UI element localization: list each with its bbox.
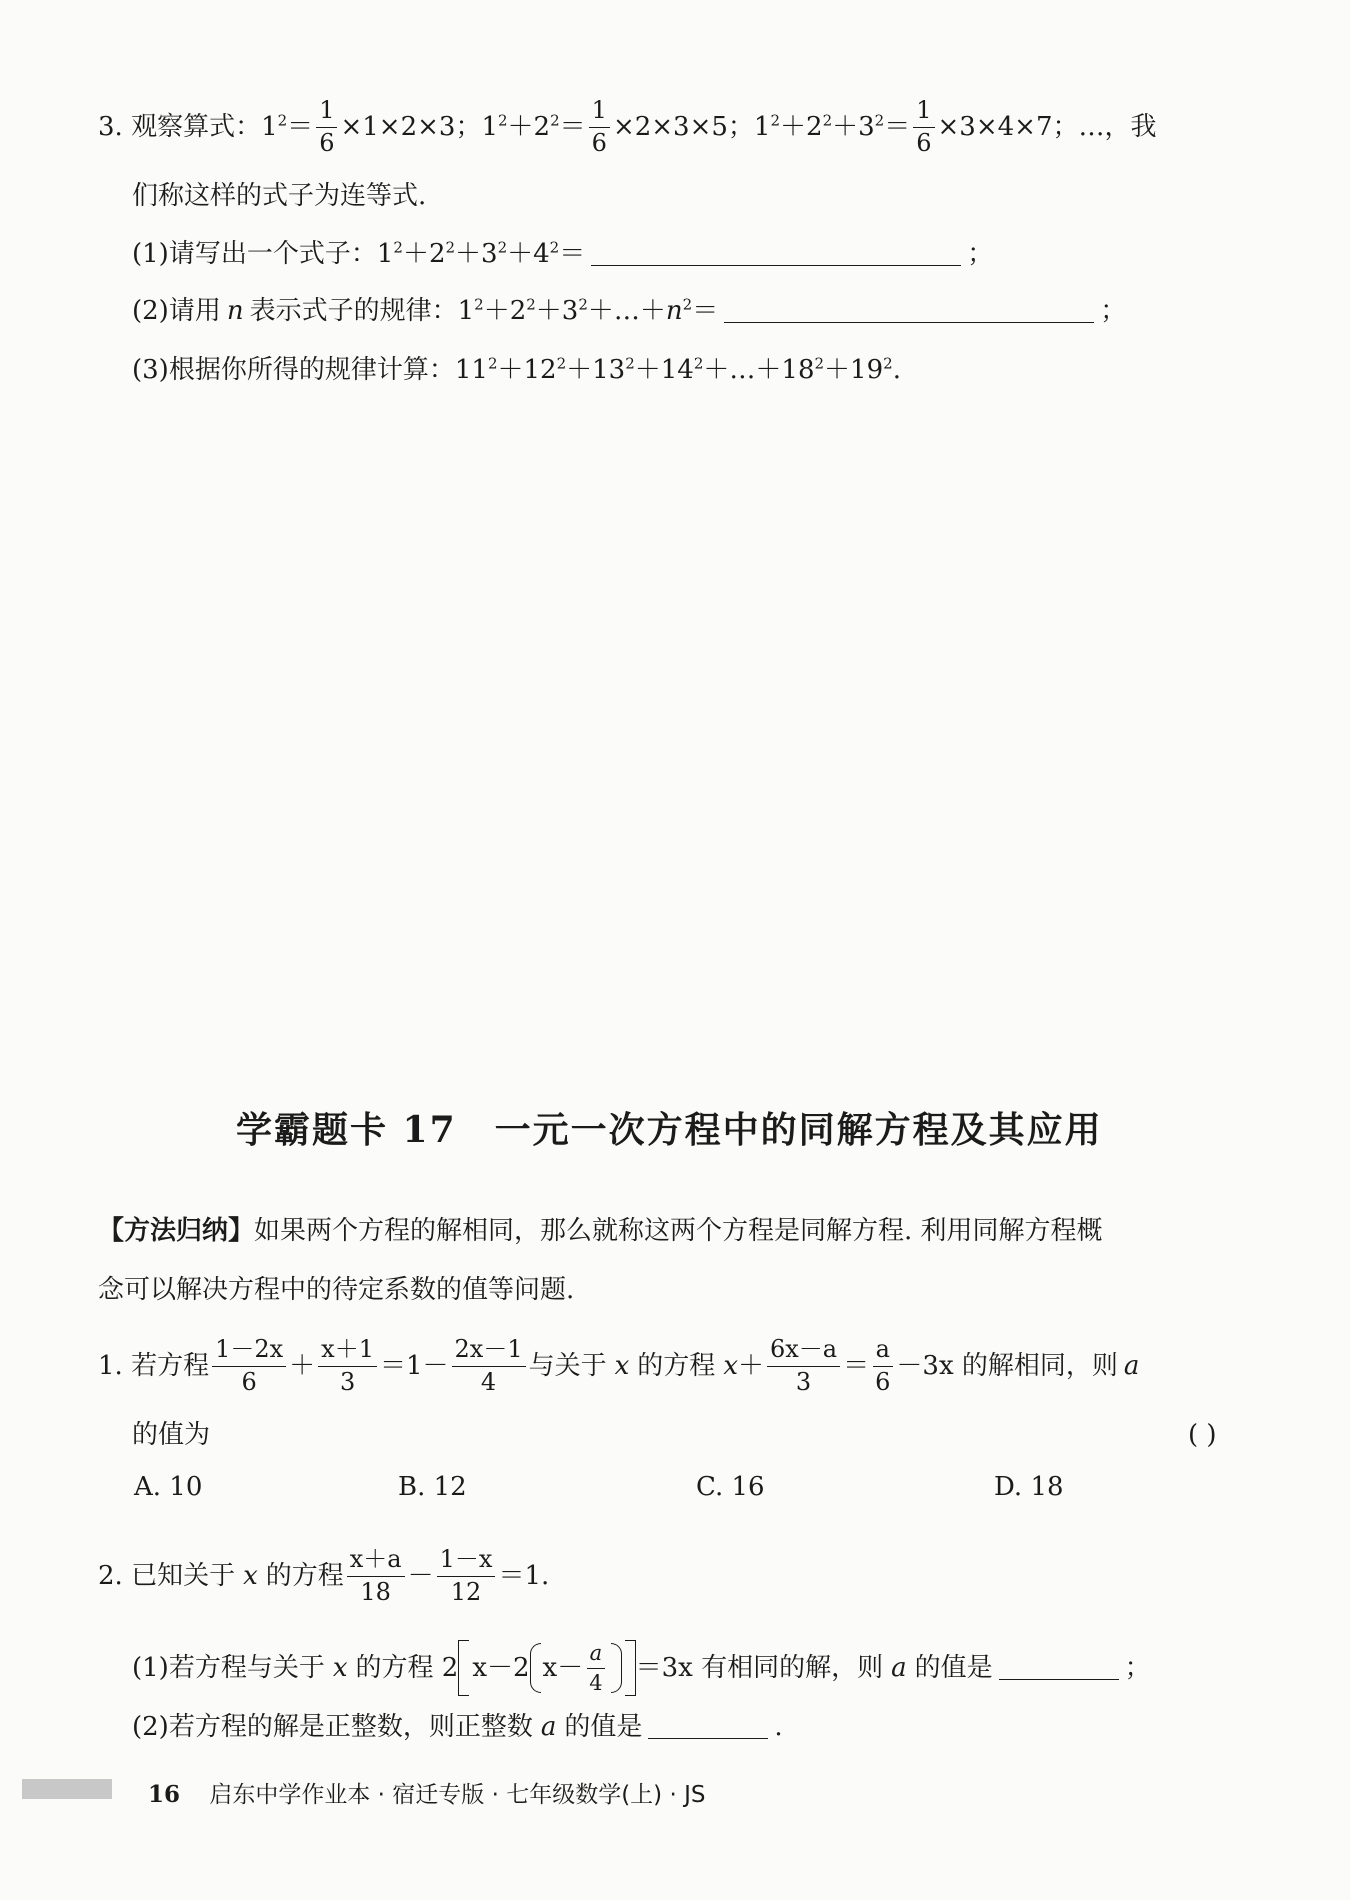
option-a[interactable]: A. 10 [134, 1472, 203, 1502]
option-d[interactable]: D. 18 [994, 1472, 1064, 1502]
q2-lead: 2. 已知关于 [98, 1561, 236, 1592]
semicolon: ； [1124, 1653, 1151, 1683]
q1-tail: －3x 的解相同，则 [896, 1351, 1118, 1382]
period: . [774, 1712, 783, 1742]
var-x: x [614, 1351, 630, 1382]
q3-sub2: (2)请用 n 表示式子的规律： $1^2+2^2+3^2+\dots+n^2=$ ； [132, 295, 1127, 326]
fraction: $\frac{a}{4}$ [586, 1641, 605, 1694]
answer-blank[interactable] [648, 1716, 768, 1739]
q1-line1: 1. 若方程 $\frac{1-2x}{6}$ ＋ $\frac{x+1}{3}$ ＝1－ $\frac{2x-1}{4}$ 与关于 x 的方程 x ＋ $\frac{6x-a}{3}$ ＝ $\frac{a}{6}$ －3x 的解相同，则 a [98, 1335, 1140, 1396]
q3-lead: 3. 观察算式： [98, 112, 262, 143]
method-line2: 念可以解决方程中的待定系数的值等问题. [98, 1275, 575, 1305]
q1-lead: 1. 若方程 [98, 1351, 210, 1382]
q1-mid2: 与关于 [528, 1351, 607, 1382]
var-x: x [723, 1351, 738, 1382]
q3-expr1: $1^2=$ [261, 111, 314, 143]
right-paren [611, 1643, 622, 1693]
fraction: $\frac{x+1}{3}$ [318, 1336, 377, 1396]
answer-blank[interactable] [999, 1657, 1119, 1680]
var-a: a [891, 1653, 907, 1683]
method-tag: 【方法归纳】 [98, 1216, 255, 1246]
q2-sub2 [132, 1714, 783, 1740]
q2-sub1-mid: 的方程 2 [355, 1653, 459, 1683]
fraction: $\frac{1-x}{12}$ [437, 1546, 496, 1606]
var-a: a [540, 1712, 557, 1742]
section-title [236, 1102, 1103, 1153]
footer-text: 启东中学作业本 · 宿迁专版 · 七年级数学(上) · JS [209, 1782, 706, 1808]
q3-sub1-lead: (1)请写出一个式子： [132, 239, 377, 269]
q2-sub1-inner2: x－ [542, 1653, 584, 1683]
q3-product-3: ×3×4×7；…，我 [937, 112, 1157, 143]
footer-bar [22, 1779, 112, 1799]
q3-line2: 们称这样的式子为连等式. [132, 181, 427, 211]
var-n: n [226, 296, 244, 326]
method-line1 [98, 1218, 1103, 1244]
fraction: $\frac{6x-a}{3}$ [767, 1336, 840, 1396]
q3-sub3-expr: $11^2+12^2+13^2+14^2+\dots+18^2+19^2$. [454, 354, 901, 385]
q2-sub1 [132, 1640, 1151, 1696]
q3-sub1: (1)请写出一个式子： $1^2+2^2+3^2+4^2=$ ； [132, 238, 994, 269]
q1-mid3: 的方程 [637, 1351, 716, 1382]
q3-line1 [98, 97, 1156, 157]
fraction: $\frac{1-2x}{6}$ [212, 1336, 286, 1396]
card-number: 学霸题卡 17 [236, 1109, 457, 1151]
q1-mid1: ＝1－ [379, 1351, 449, 1382]
q3-sub3 [132, 354, 901, 385]
fraction: $\frac{a}{6}$ [872, 1336, 893, 1396]
answer-blank[interactable] [724, 300, 1094, 323]
q3-sub1-expr: $1^2+2^2+3^2+4^2=$ [376, 238, 586, 269]
q3-product-1: ×1×2×3； [340, 112, 482, 143]
q3-expr3: $1^2+2^2+3^2=$ [753, 111, 911, 143]
answer-blank[interactable] [591, 243, 961, 266]
q3-sub2-expr: $1^2+2^2+3^2+\dots+n^2=$ [457, 295, 719, 326]
fraction: $\frac{1}{6}$ [913, 97, 934, 157]
q2-line1: 2. 已知关于 x 的方程 $\frac{x+a}{18}$ － $\frac{1-x}{12}$ ＝1. [98, 1545, 550, 1606]
q3-product-2: ×2×3×5； [612, 112, 754, 143]
method-text-1: 如果两个方程的解相同，那么就称这两个方程是同解方程. 利用同解方程概 [254, 1216, 1103, 1246]
fraction: $\frac{1}{6}$ [589, 97, 610, 157]
left-bracket [458, 1640, 469, 1696]
var-x: x [332, 1653, 348, 1683]
q2-sub1-after: ＝3x 有相同的解，则 [635, 1653, 884, 1683]
var-a: a [1123, 1351, 1140, 1382]
option-b[interactable]: B. 12 [398, 1472, 467, 1502]
q3-sub2-lead: (2)请用 [132, 296, 221, 326]
footer [148, 1776, 705, 1809]
choice-paren[interactable]: ( ) [1188, 1420, 1217, 1450]
var-x: x [243, 1561, 258, 1592]
left-paren [530, 1643, 541, 1693]
q3-sub3-lead: (3)根据你所得的规律计算： [132, 355, 455, 385]
q2-sub2-end: 的值是 [564, 1712, 643, 1742]
q2-sub2-lead: (2)若方程的解是正整数，则正整数 [132, 1712, 533, 1742]
q2-sub1-inner1: x－2 [472, 1653, 530, 1683]
q2-sub1-lead: (1)若方程与关于 [132, 1653, 325, 1683]
q2-mid: 的方程 [265, 1561, 344, 1592]
option-c[interactable]: C. 16 [696, 1472, 765, 1502]
fraction: $\frac{x+a}{18}$ [347, 1546, 405, 1606]
q3-expr2: $1^2+2^2=$ [481, 111, 586, 143]
card-topic: 一元一次方程中的同解方程及其应用 [494, 1109, 1103, 1151]
q2-sub1-end: 的值是 [914, 1653, 993, 1683]
q1-line2: 的值为 [132, 1420, 211, 1450]
q3-sub2-mid: 表示式子的规律： [249, 296, 458, 326]
q2-tail: ＝1. [498, 1561, 550, 1592]
page-number: 16 [148, 1781, 181, 1808]
right-bracket [625, 1640, 636, 1696]
fraction: $\frac{2x-1}{4}$ [452, 1336, 526, 1396]
fraction: $\frac{1}{6}$ [316, 97, 337, 157]
